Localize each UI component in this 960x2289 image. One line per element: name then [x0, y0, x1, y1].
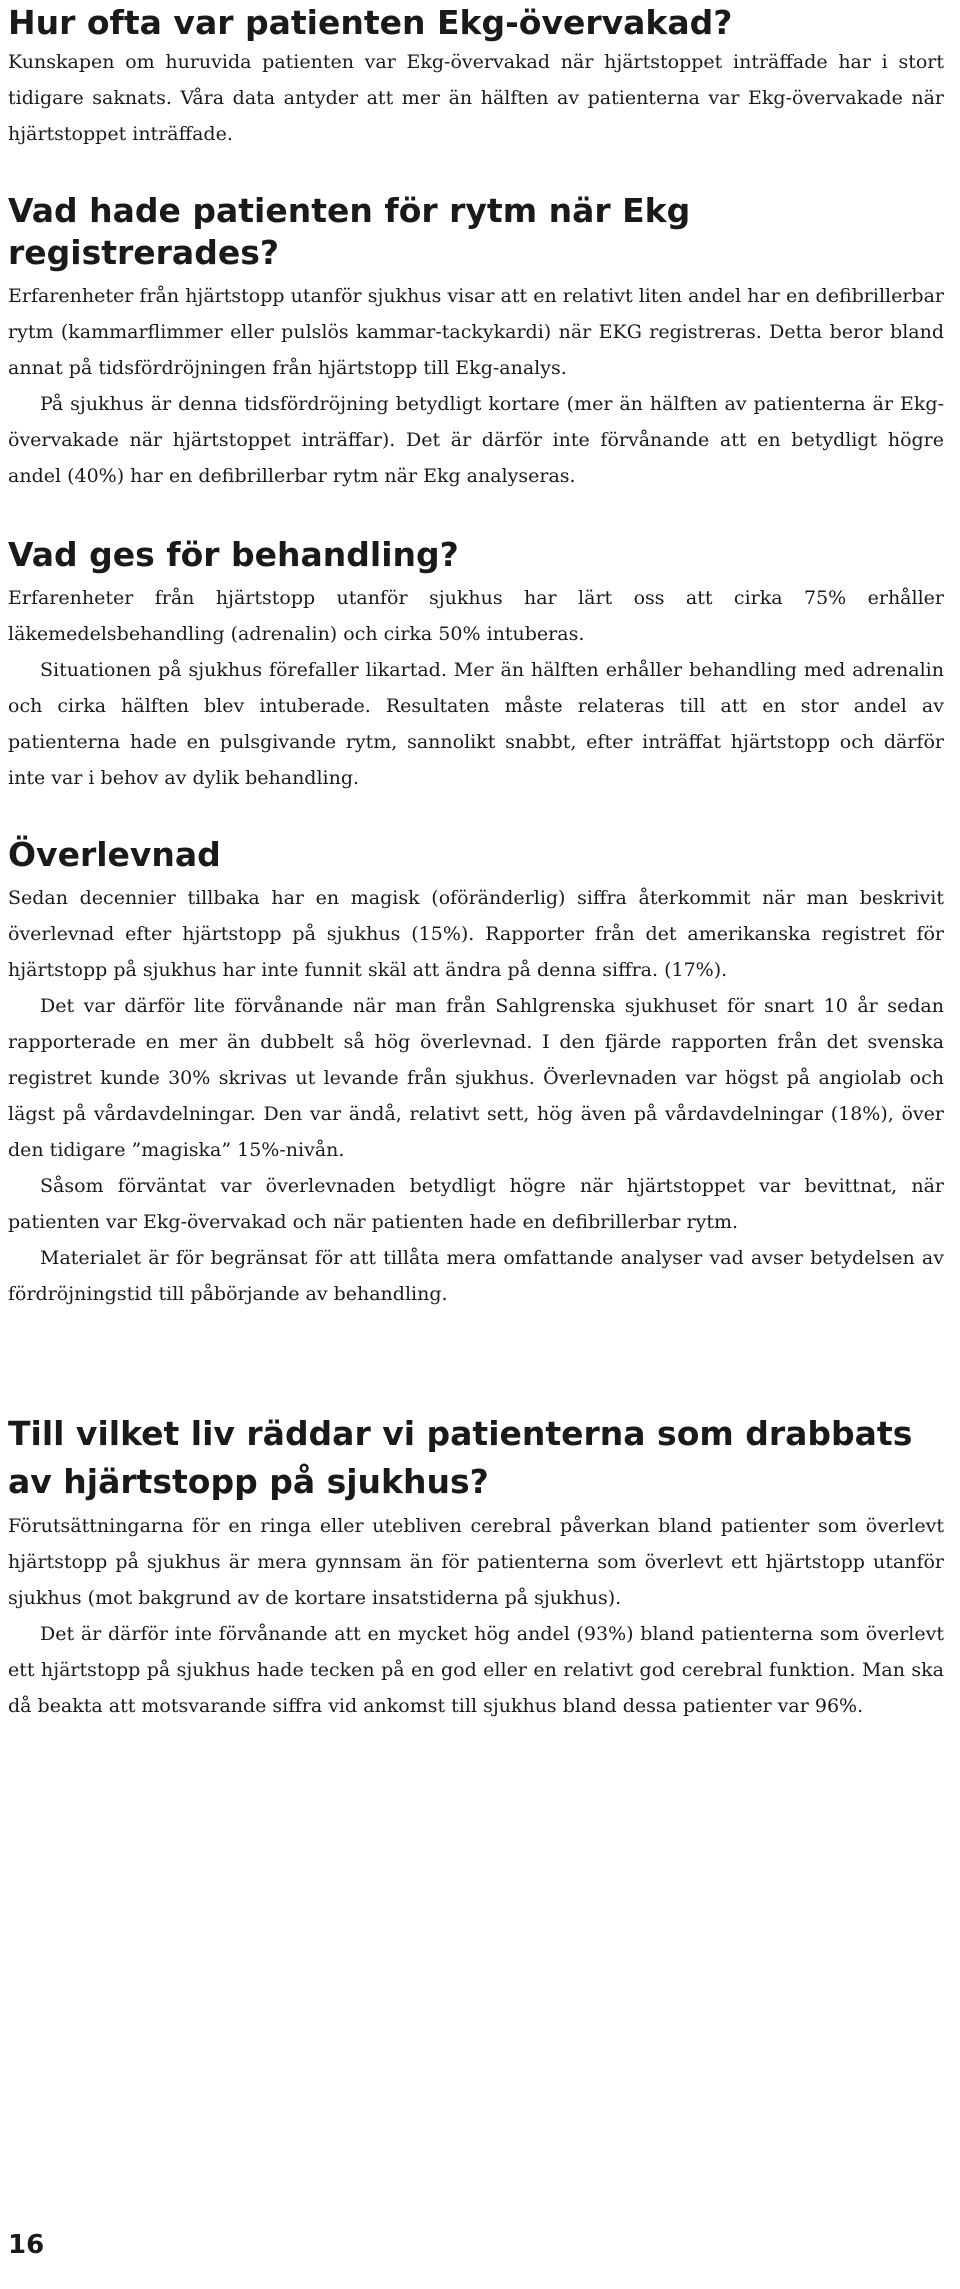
- page-number: 16: [8, 2230, 45, 2260]
- paragraph: Kunskapen om huruvida patienten var Ekg-övervakad när hjärtstoppet inträffade har i stort tidigare saknats. Våra data antyder att mer än hälften av patienterna var Ekg-övervakade när hjärtstoppet inträffade.: [8, 51, 944, 145]
- section-heading-ekg-monitoring: Hur ofta var patienten Ekg-övervakad?: [8, 3, 733, 42]
- section-heading-survival: Överlevnad: [8, 835, 221, 874]
- paragraph: Erfarenheter från hjärtstopp utanför sjukhus har lärt oss att cirka 75% erhåller läkemedelsbehandling (adrenalin) och cirka 50% intuberas.: [8, 587, 944, 645]
- section-heading-rhythm: Vad hade patienten för rytm när Ekg registrerades?: [8, 191, 691, 272]
- paragraph: Förutsättningarna för en ringa eller utebliven cerebral påverkan bland patienter som överlevt hjärtstopp på sjukhus är mera gynnsam än för patienterna som överlevt ett hjärtstopp utanför sjukhus (mot bakgrund av de kortare insatstiderna på sjukhus).: [8, 1515, 944, 1609]
- paragraph: Såsom förväntat var överlevnaden betydligt högre när hjärtstoppet var bevittnat, när patienten var Ekg-övervakad och när patienten hade en defibrillerbar rytm.: [8, 1175, 944, 1233]
- section-heading-treatment: Vad ges för behandling?: [8, 535, 459, 574]
- paragraph: Det är därför inte förvånande att en mycket hög andel (93%) bland patienterna som överlevt ett hjärtstopp på sjukhus hade tecken på en god eller en relativt god cerebral funktion. Man ska då beakta att motsvarande siffra vid ankomst till sjukhus bland dessa patienter var 96%.: [8, 1623, 944, 1717]
- paragraph: Sedan decennier tillbaka har en magisk (oföränderlig) siffra återkommit när man beskrivit överlevnad efter hjärtstopp på sjukhus (15%). Rapporter från det amerikanska registret för hjärtstopp på sjukhus har inte funnit skäl att ändra på denna siffra. (17%).: [8, 887, 944, 981]
- document-page: [8, 0, 944, 1724]
- section-heading-quality-of-life: Till vilket liv räddar vi patienterna som drabbats av hjärtstopp på sjukhus?: [8, 1414, 913, 1501]
- paragraph: Materialet är för begränsat för att tillåta mera omfattande analyser vad avser betydelsen av fördröjningstid till påbörjande av behandling.: [8, 1247, 944, 1305]
- paragraph: Det var därför lite förvånande när man från Sahlgrenska sjukhuset för snart 10 år sedan rapporterade en mer än dubbelt så hög överlevnad. I den fjärde rapporten från det svenska registret kunde 30% skrivas ut levande från sjukhus. Överlevnaden var högst på angiolab och lägst på vårdavdelningar. Den var ändå, relativt sett, hög även på vårdavdelningar (18%), över den tidigare ”magiska” 15%-nivån.: [8, 995, 944, 1161]
- paragraph: Erfarenheter från hjärtstopp utanför sjukhus visar att en relativt liten andel har en defibrillerbar rytm (kammarflimmer eller pulslös kammar-tackykardi) när EKG registreras. Detta beror bland annat på tidsfördröjningen från hjärtstopp till Ekg-analys.: [8, 285, 944, 379]
- paragraph: På sjukhus är denna tidsfördröjning betydligt kortare (mer än hälften av patienterna är Ekg-övervakade när hjärtstoppet inträffar). Det är därför inte förvånande att en betydligt högre andel (40%) har en defibrillerbar rytm när Ekg analyseras.: [8, 393, 944, 487]
- paragraph: Situationen på sjukhus förefaller likartad. Mer än hälften erhåller behandling med adrenalin och cirka hälften blev intuberade. Resultaten måste relateras till att en stor andel av patienterna hade en pulsgivande rytm, sannolikt snabbt, efter inträffat hjärtstopp och därför inte var i behov av dylik behandling.: [8, 659, 944, 789]
